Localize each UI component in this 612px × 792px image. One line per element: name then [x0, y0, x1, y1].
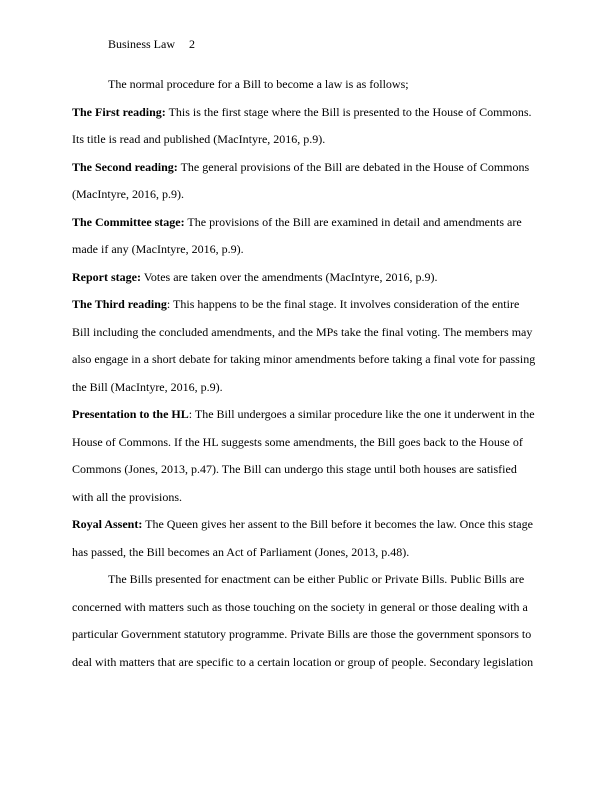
stage-report: [72, 264, 540, 292]
stage-text: : This happens to be the final stage. It involves consideration of the entire Bill including the concluded amendments, and the MPs take the final voting. The members may also engage in a short debate for taking minor amendments before taking a final vote for passing the Bill (MacIntyre, 2016, p.9).: [72, 297, 536, 394]
stage-committee: [72, 209, 540, 264]
running-header: [108, 37, 195, 51]
stage-label: Report stage:: [72, 269, 141, 284]
stage-label: The Committee stage:: [72, 214, 185, 229]
stage-text: The general provisions of the Bill are debated in the House of Commons (MacIntyre, 2016, p.9).: [72, 159, 530, 201]
document-body: [72, 71, 540, 676]
stage-text: The Queen gives her assent to the Bill before it becomes the law. Once this stage has passed, the Bill becomes an Act of Parliament (Jones, 2013, p.48).: [72, 517, 533, 559]
stage-label: Royal Assent:: [72, 517, 143, 531]
stage-text: This is the first stage where the Bill is presented to the House of Commons. Its title is read and published (MacIntyre, 2016, p.9).: [72, 104, 532, 146]
stage-label: The First reading:: [72, 104, 166, 119]
intro-paragraph: The normal procedure for a Bill to become a law is as follows;: [108, 77, 409, 91]
stage-text: : The Bill undergoes a similar procedure like the one it underwent in the House of Commons. If the HL suggests some amendments, the Bill goes back to the House of Commons (Jones, 2013, p.47). The Bill can undergo this stage until both houses are satisfied with all the provisions.: [72, 407, 535, 504]
page-number: 2: [189, 37, 195, 51]
stage-label: Presentation to the HL: [72, 407, 189, 421]
stage-second-reading: [72, 154, 540, 209]
stage-first-reading: [72, 99, 540, 154]
stage-presentation-hl: [72, 401, 540, 511]
stage-royal-assent: [72, 511, 540, 566]
closing-paragraph: The Bills presented for enactment can be either Public or Private Bills. Public Bills are concerned with matters such as those touching on the society in general or those dealing with a particular Government statutory programme. Private Bills are those the government sponsors to deal with matters that are specific to a certain location or group of people. Secondary legislation: [72, 572, 534, 669]
stage-text: Votes are taken over the amendments (MacIntyre, 2016, p.9).: [140, 269, 438, 284]
header-title: Business Law: [108, 37, 175, 51]
stage-label: The Second reading:: [72, 159, 178, 174]
stage-text: The provisions of the Bill are examined in detail and amendments are made if any (MacIntyre, 2016, p.9).: [72, 214, 522, 256]
stage-third-reading: [72, 291, 540, 401]
stage-label: The Third reading: [72, 297, 167, 311]
